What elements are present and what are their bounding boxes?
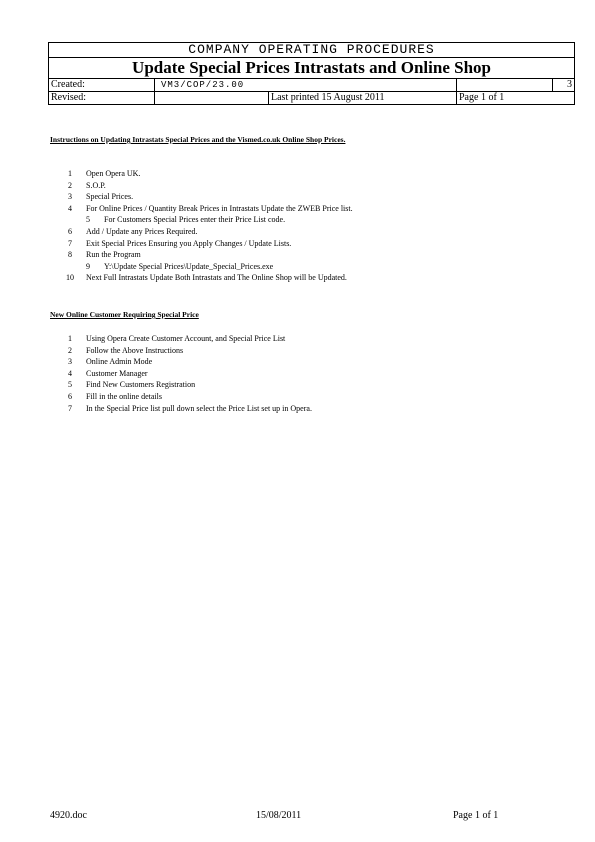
item-text: Y:\Update Special Prices\Update_Special_Prices.exe xyxy=(104,261,274,271)
item-text: Open Opera UK. xyxy=(86,169,141,178)
section2-list xyxy=(50,333,570,414)
page-count: Page 1 of 1 xyxy=(457,92,575,105)
item-number: 10 xyxy=(66,273,74,283)
last-printed: Last printed 15 August 2011 xyxy=(269,92,457,105)
item-text: Run the Program xyxy=(86,250,141,260)
item-text: Special Prices. xyxy=(86,192,134,202)
item-number: 8 xyxy=(68,250,72,260)
list-item xyxy=(50,180,570,192)
footer-date: 15/08/2011 xyxy=(256,810,302,821)
item-number: 3 xyxy=(68,192,72,202)
list-item xyxy=(50,238,570,250)
item-number: 2 xyxy=(68,345,72,355)
item-text: Find New Customers Registration xyxy=(86,380,196,390)
item-number: 4 xyxy=(68,203,72,213)
revision-number: 3 xyxy=(553,79,575,92)
document-header xyxy=(48,42,575,105)
empty-cell xyxy=(457,79,553,92)
document-title: Update Special Prices Intrastats and Online Shop xyxy=(49,58,575,79)
list-item xyxy=(50,226,570,238)
list-item xyxy=(50,203,570,215)
item-number: 5 xyxy=(68,380,72,390)
list-item xyxy=(50,368,570,380)
item-number: 6 xyxy=(68,391,72,401)
item-text: Follow the Above Instructions xyxy=(86,345,184,355)
item-text: S.O.P. xyxy=(86,180,106,190)
list-item xyxy=(50,168,570,180)
item-text: Next Full Intrastats Update Both Intrastats and The Online Shop will be Updated. xyxy=(86,273,347,283)
list-item xyxy=(50,191,570,203)
revised-value xyxy=(155,92,269,105)
item-text: Exit Special Prices Ensuring you Apply Changes / Update Lists. xyxy=(86,238,292,248)
section1-list xyxy=(50,168,570,284)
company-heading: COMPANY OPERATING PROCEDURES xyxy=(49,43,575,58)
item-number: 7 xyxy=(68,403,72,413)
list-item xyxy=(50,403,570,415)
item-text: Fill in the online details xyxy=(86,391,162,401)
list-item xyxy=(50,261,570,273)
item-text: Using Opera Create Customer Account, and Special Price List xyxy=(86,334,286,343)
item-number: 7 xyxy=(68,238,72,248)
list-item xyxy=(50,214,570,226)
item-number: 2 xyxy=(68,180,72,190)
revised-label: Revised: xyxy=(49,92,155,105)
item-number: 3 xyxy=(68,357,72,367)
item-number: 6 xyxy=(68,226,72,236)
item-text: In the Special Price list pull down select the Price List set up in Opera. xyxy=(86,403,312,413)
list-item xyxy=(50,391,570,403)
created-label: Created: xyxy=(49,79,155,92)
item-text: Online Admin Mode xyxy=(86,357,153,367)
document-code: VM3/COP/23.00 xyxy=(155,79,457,92)
item-number: 5 xyxy=(86,215,90,225)
item-number: 9 xyxy=(86,261,90,271)
footer-page: Page 1 of 1 xyxy=(453,810,499,821)
item-number: 4 xyxy=(68,368,72,378)
section2-heading: New Online Customer Requiring Special Price xyxy=(50,310,199,319)
item-text: For Online Prices / Quantity Break Prices in Intrastats Update the ZWEB Price list. xyxy=(86,203,353,213)
footer-filename: 4920.doc xyxy=(50,810,87,821)
list-item xyxy=(50,249,570,261)
list-item xyxy=(50,333,570,345)
item-text: Customer Manager xyxy=(86,368,148,378)
list-item xyxy=(50,272,570,284)
item-number: 1 xyxy=(68,169,72,178)
list-item xyxy=(50,345,570,357)
section1-heading: Instructions on Updating Intrastats Special Prices and the Vismed.co.uk Online Shop Prices. xyxy=(50,135,346,144)
item-text: Add / Update any Prices Required. xyxy=(86,226,198,236)
list-item xyxy=(50,356,570,368)
list-item xyxy=(50,379,570,391)
item-text: For Customers Special Prices enter their Price List code. xyxy=(104,215,286,225)
item-number: 1 xyxy=(68,334,72,343)
